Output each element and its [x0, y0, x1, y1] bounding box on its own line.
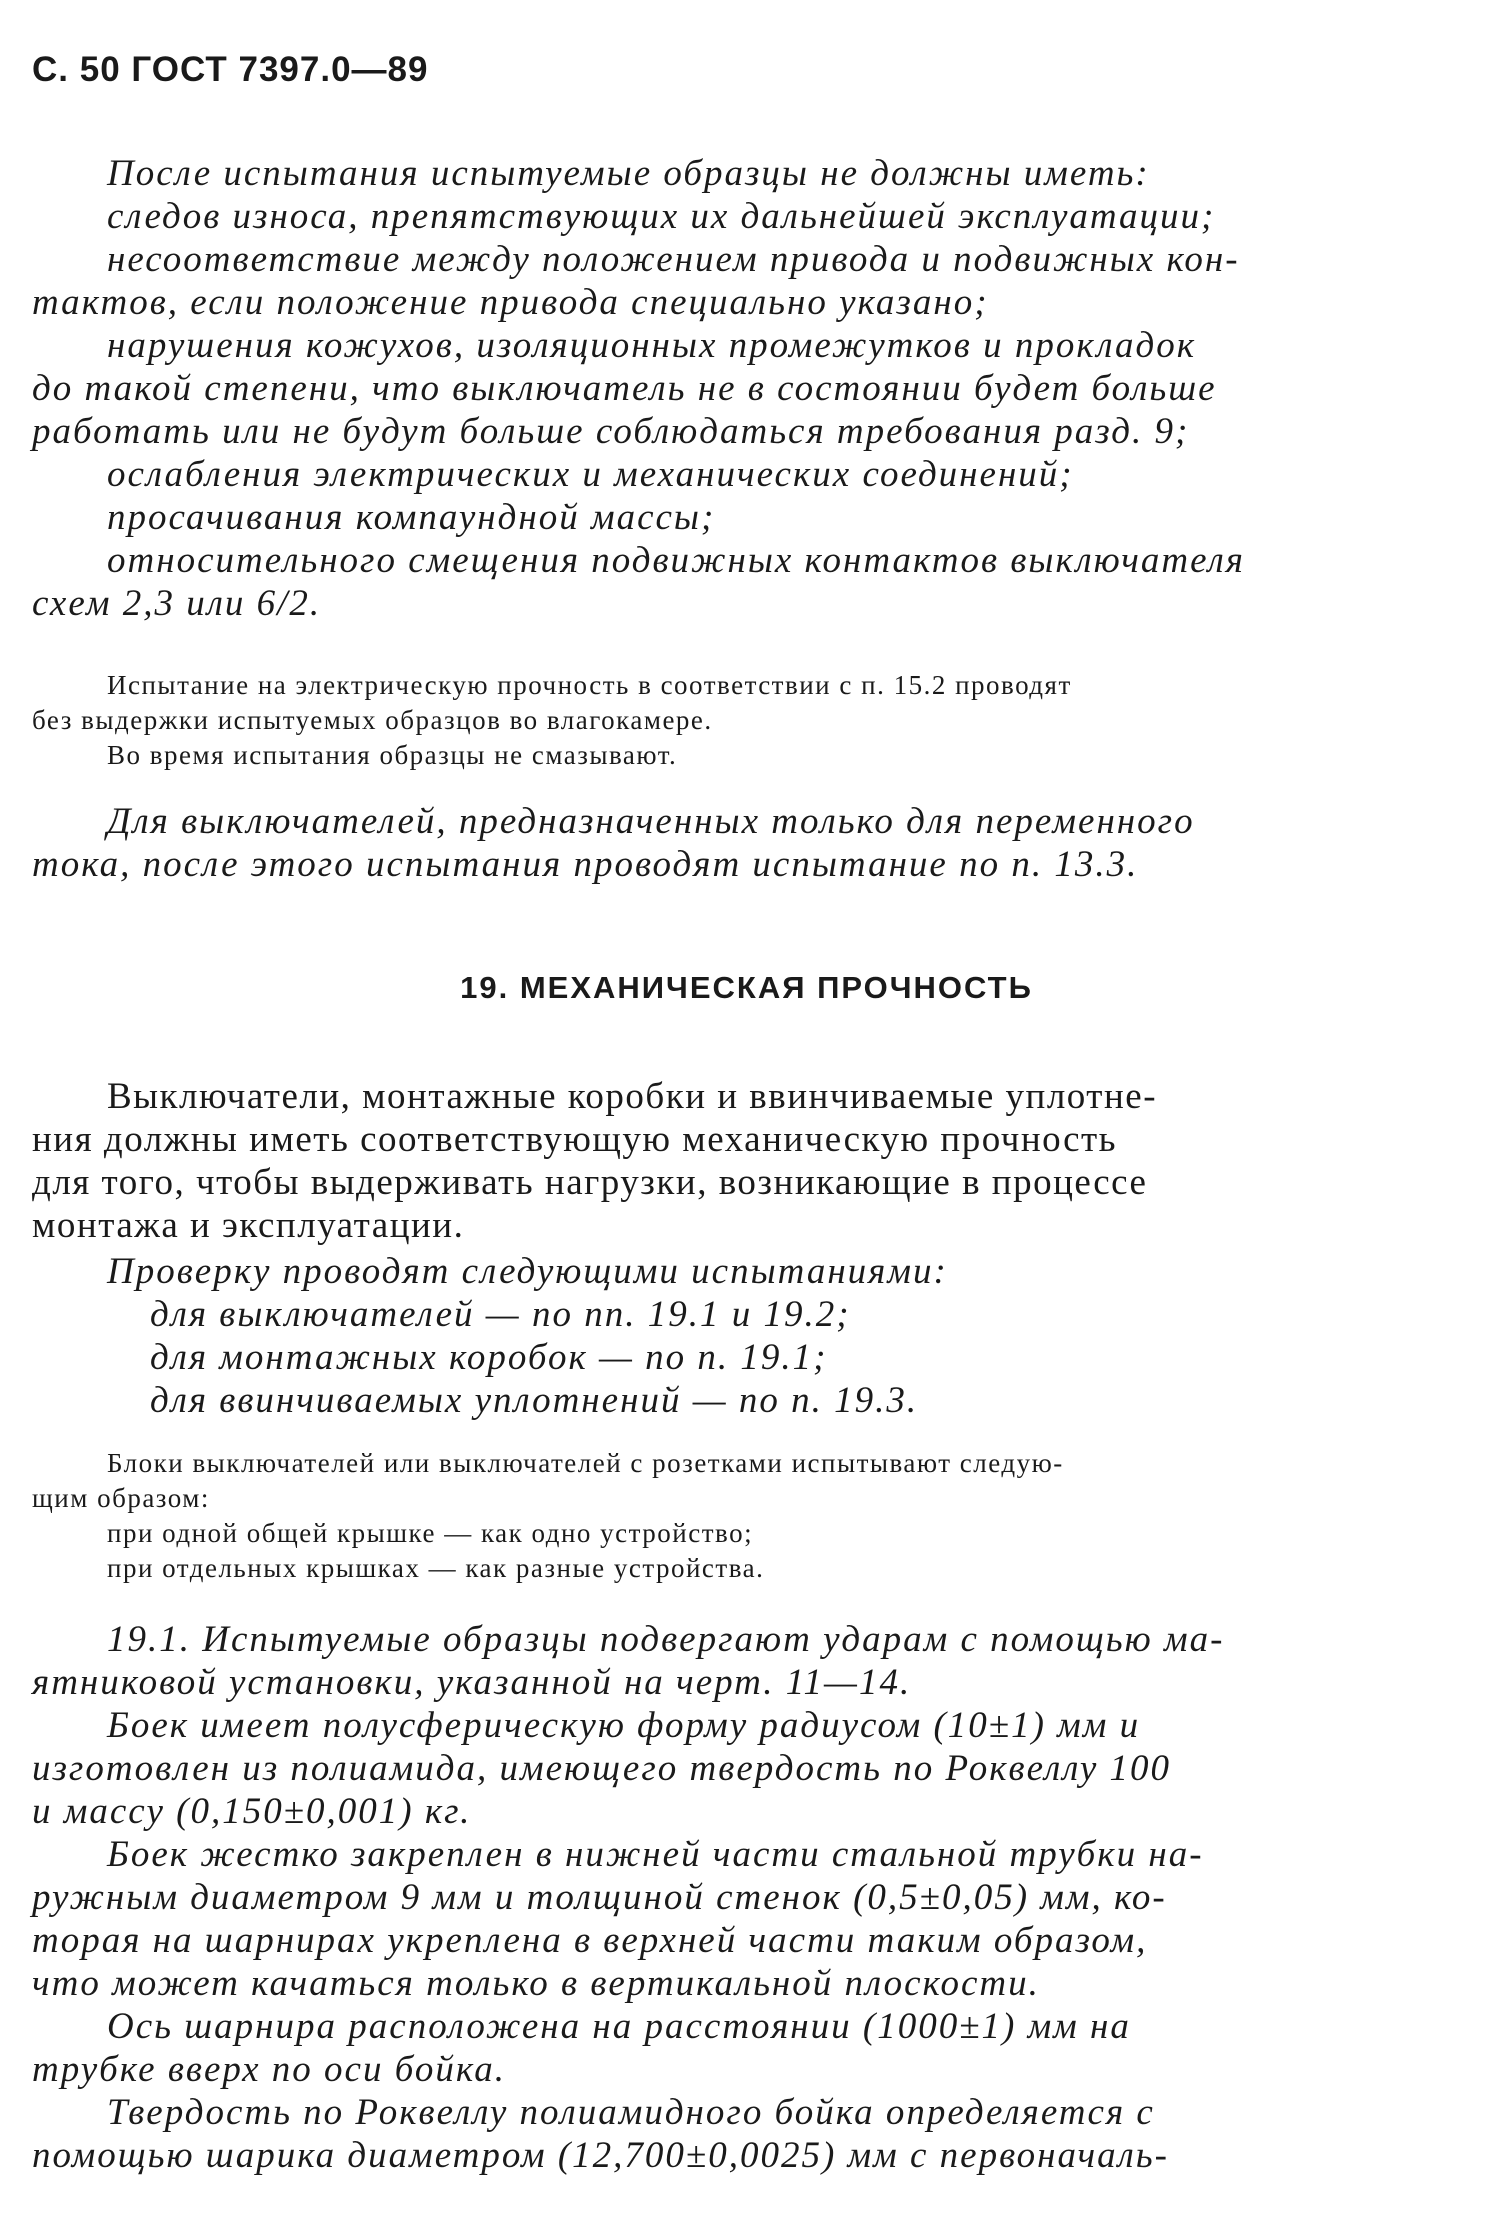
text-line: Боек жестко закреплен в нижней части стальной трубки на- [107, 1834, 1204, 1875]
text-line: тока, после этого испытания проводят испытание по п. 13.3. [32, 844, 1139, 885]
text-line: Твердость по Роквеллу полиамидного бойка определяется с [107, 2092, 1155, 2133]
text-line: и массу (0,150±0,001) кг. [32, 1791, 472, 1832]
ac-switch-paragraph [32, 800, 1442, 886]
text-line: монтажа и эксплуатации. [32, 1205, 465, 1246]
text-line: ослабления электрических и механических соединений; [107, 454, 1074, 495]
text-line: несоответствие между положением привода и подвижных кон- [107, 239, 1240, 280]
text-line: ятниковой установки, указанной на черт. 11—14. [32, 1662, 912, 1703]
text-line: для того, чтобы выдерживать нагрузки, возникающие в процессе [32, 1162, 1148, 1203]
text-line: до такой степени, что выключатель не в состоянии будет больше [32, 368, 1217, 409]
text-line: Испытание на электрическую прочность в соответствии с п. 15.2 проводят [107, 670, 1072, 700]
text-line: 19.1. Испытуемые образцы подвергают ударам с помощью ма- [107, 1619, 1225, 1660]
list-item: при одной общей крышке — как одно устройство; [107, 1518, 754, 1548]
text-line: ружным диаметром 9 мм и толщиной стенок (0,5±0,05) мм, ко- [32, 1877, 1167, 1918]
list-item: для ввинчиваемых уплотнений — по п. 19.3. [150, 1380, 919, 1421]
text-line: что может качаться только в вертикальной плоскости. [32, 1963, 1040, 2004]
text-line: нарушения кожухов, изоляционных промежутков и прокладок [107, 325, 1197, 366]
test-results-paragraph [32, 152, 1442, 625]
tests-list-paragraph [32, 1250, 1442, 1422]
list-item: для выключателей — по пп. 19.1 и 19.2; [150, 1294, 851, 1335]
text-line: После испытания испытуемые образцы не должны иметь: [107, 153, 1150, 194]
text-line: схем 2,3 или 6/2. [32, 583, 322, 624]
text-line: тактов, если положение привода специально указано; [32, 282, 989, 323]
mechanical-strength-paragraph [32, 1075, 1442, 1247]
text-line: трубке вверх по оси бойка. [32, 2049, 506, 2090]
text-line: щим образом: [32, 1483, 210, 1513]
clause-19-1-paragraph [32, 1618, 1442, 2177]
text-line: Выключатели, монтажные коробки и ввинчиваемые уплотне- [107, 1076, 1158, 1117]
text-line: помощью шарика диаметром (12,700±0,0025) мм с первоначаль- [32, 2135, 1169, 2176]
list-item: для монтажных коробок — по п. 19.1; [150, 1337, 828, 1378]
text-line: следов износа, препятствующих их дальнейшей эксплуатации; [107, 196, 1216, 237]
text-line: Проверку проводят следующими испытаниями: [107, 1251, 948, 1292]
text-line: просачивания компаундной массы; [107, 497, 716, 538]
text-line: Во время испытания образцы не смазывают. [107, 740, 678, 770]
text-line: работать или не будут больше соблюдаться требования разд. 9; [32, 411, 1190, 452]
list-item: при отдельных крышках — как разные устройства. [107, 1553, 765, 1583]
text-line: Боек имеет полусферическую форму радиусом (10±1) мм и [107, 1705, 1141, 1746]
text-line: Для выключателей, предназначенных только для переменного [107, 801, 1195, 842]
text-line: ния должны иметь соответствующую механическую прочность [32, 1119, 1118, 1160]
small-note-paragraph [32, 668, 1442, 773]
text-line: изготовлен из полиамида, имеющего твердость по Роквеллу 100 [32, 1748, 1172, 1789]
page-header: С. 50 ГОСТ 7397.0—89 [32, 50, 429, 89]
text-line: Блоки выключателей или выключателей с розетками испытывают следую- [107, 1448, 1064, 1478]
section-title: 19. МЕХАНИЧЕСКАЯ ПРОЧНОСТЬ [460, 970, 1033, 1005]
text-line: Ось шарнира расположена на расстоянии (1000±1) мм на [107, 2006, 1131, 2047]
text-line: без выдержки испытуемых образцов во влагокамере. [32, 705, 713, 735]
blocks-note-paragraph [32, 1446, 1442, 1586]
text-line: торая на шарнирах укреплена в верхней части таким образом, [32, 1920, 1148, 1961]
text-line: относительного смещения подвижных контактов выключателя [107, 540, 1245, 581]
